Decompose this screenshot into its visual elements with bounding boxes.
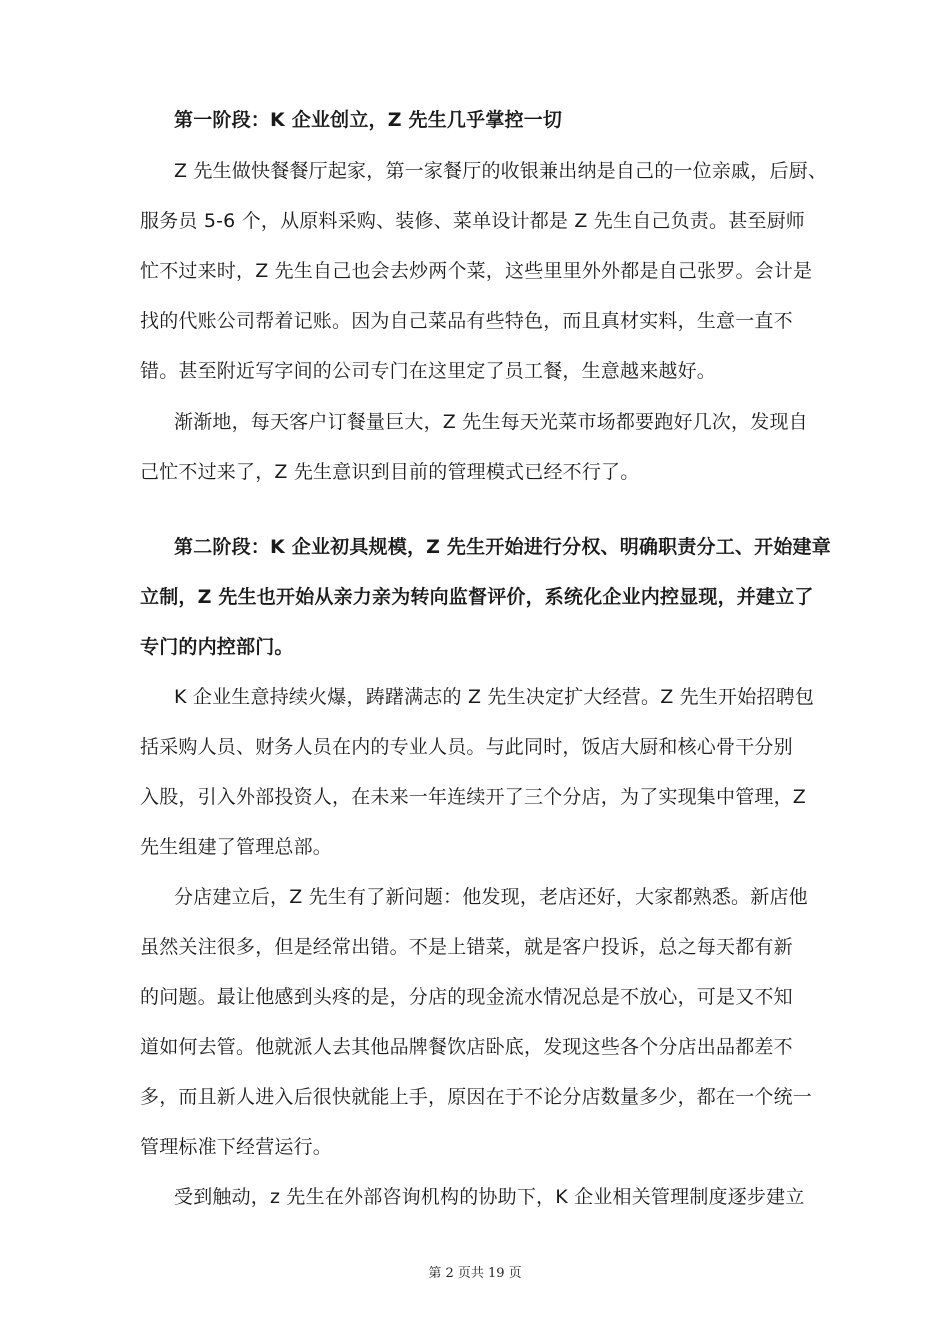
paragraph-line: 服务员 5-6 个，从原料采购、装修、菜单设计都是 Z 先生自己负责。甚至厨师	[140, 210, 806, 232]
paragraph-line: 入股，引入外部投资人，在未来一年连续开了三个分店，为了实现集中管理，Z	[140, 786, 807, 808]
paragraph-line: 渐渐地，每天客户订餐量巨大，Z 先生每天光菜市场都要跑好几次，发现自	[174, 411, 808, 433]
paragraph-line: 的问题。最让他感到头疼的是，分店的现金流水情况总是不放心，可是又不知	[140, 986, 793, 1008]
section-heading-stage-2: 第二阶段：K 企业初具规模，Z 先生开始进行分权、明确职责分工、开始建章	[174, 536, 831, 558]
paragraph-line: K 企业生意持续火爆，踌躇满志的 Z 先生决定扩大经营。Z 先生开始招聘包	[174, 686, 815, 708]
paragraph-line: 己忙不过来了，Z 先生意识到目前的管理模式已经不行了。	[140, 461, 640, 483]
paragraph-line: 分店建立后，Z 先生有了新问题：他发现，老店还好，大家都熟悉。新店他	[174, 886, 808, 908]
paragraph-line: 虽然关注很多，但是经常出错。不是上错菜，就是客户投诉，总之每天都有新	[140, 936, 793, 958]
paragraph-line: 忙不过来时，Z 先生自己也会去炒两个菜，这些里里外外都是自己张罗。会计是	[140, 260, 813, 282]
section-heading-stage-1: 第一阶段：K 企业创立，Z 先生几乎掌控一切	[174, 109, 563, 131]
paragraph-line: 受到触动，z 先生在外部咨询机构的协助下，K 企业相关管理制度逐步建立	[174, 1186, 805, 1208]
paragraph-line: 道如何去管。他就派人去其他品牌餐饮店卧底，发现这些各个分店出品都差不	[140, 1036, 793, 1058]
paragraph-line: 错。甚至附近写字间的公司专门在这里定了员工餐，生意越来越好。	[140, 360, 717, 382]
section-heading-stage-2-cont: 立制，Z 先生也开始从亲力亲为转向监督评价，系统化企业内控显现，并建立了	[140, 586, 814, 608]
paragraph-line: 找的代账公司帮着记账。因为自己菜品有些特色，而且真材实料，生意一直不	[140, 310, 793, 332]
paragraph-line: 管理标准下经营运行。	[140, 1136, 333, 1158]
section-heading-stage-2-cont: 专门的内控部门。	[140, 636, 294, 658]
paragraph-line: 括采购人员、财务人员在内的专业人员。与此同时，饭店大厨和核心骨干分别	[140, 736, 793, 758]
paragraph-line: 多，而且新人进入后很快就能上手，原因在于不论分店数量多少，都在一个统一	[140, 1086, 813, 1108]
paragraph-line: Z 先生做快餐餐厅起家，第一家餐厅的收银兼出纳是自己的一位亲戚，后厨、	[174, 160, 828, 182]
page-number-footer: 第 2 页共 19 页	[428, 1266, 522, 1281]
paragraph-line: 先生组建了管理总部。	[140, 836, 333, 858]
